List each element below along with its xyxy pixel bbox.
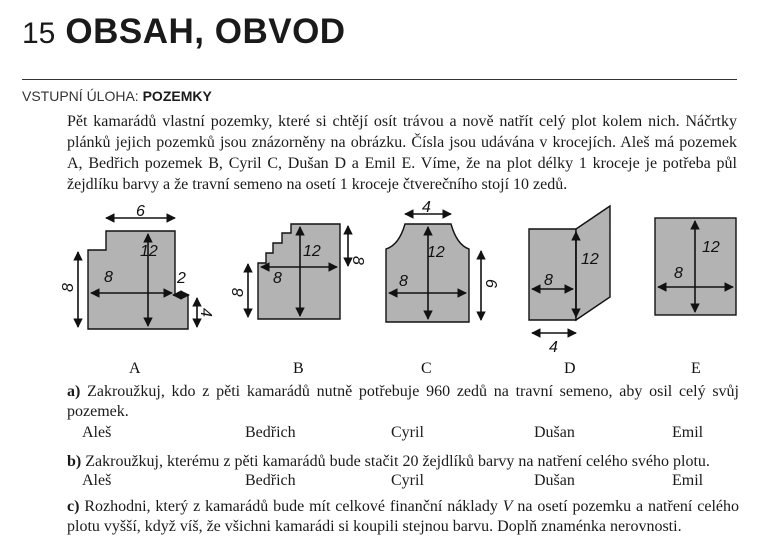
plot-c-label: C xyxy=(421,360,432,377)
task-heading xyxy=(22,88,212,104)
question-c-text-before: Rozhodni, který z kamarádů bude mít celkové finanční náklady xyxy=(84,498,498,515)
plot-a-step-label: 2 xyxy=(177,270,186,287)
plot-d-bottom-label: 4 xyxy=(549,339,558,356)
plot-b-right-label: 8 xyxy=(349,256,366,265)
plot-d-width-label: 8 xyxy=(544,272,553,289)
plot-a-notch-label: 4 xyxy=(197,308,214,317)
plot-d-label: D xyxy=(564,360,576,377)
question-b xyxy=(67,452,739,472)
option-cyril[interactable]: Cyril xyxy=(391,424,424,441)
question-a xyxy=(67,382,739,422)
plot-d xyxy=(529,206,610,377)
chapter-number: 15 xyxy=(22,17,56,50)
task-label: VSTUPNÍ ÚLOHA: xyxy=(22,88,139,104)
option-bedrich[interactable]: Bedřich xyxy=(245,424,296,441)
plot-e-width-label: 8 xyxy=(674,265,683,282)
plot-b xyxy=(230,224,366,377)
question-c-letter: c) xyxy=(67,498,80,515)
plot-c-width-label: 8 xyxy=(399,273,408,290)
chapter-title: OBSAH, OBVOD xyxy=(65,12,346,51)
question-a-letter: a) xyxy=(67,383,81,400)
question-c xyxy=(67,497,739,537)
plot-e-label: E xyxy=(691,360,701,377)
plot-e-height-label: 12 xyxy=(702,239,720,256)
plot-b-width-label: 8 xyxy=(273,270,282,287)
option-cyril[interactable]: Cyril xyxy=(391,472,424,489)
plot-b-label: B xyxy=(293,360,304,377)
plot-a-left-label: 8 xyxy=(60,283,77,292)
plot-c-height-label: 12 xyxy=(427,244,445,261)
plot-e xyxy=(655,218,736,377)
plot-a-width-label: 6 xyxy=(136,203,145,220)
option-ales[interactable]: Aleš xyxy=(82,472,112,489)
question-a-options xyxy=(82,424,722,444)
option-dusan[interactable]: Dušan xyxy=(534,424,575,441)
header-rule xyxy=(22,79,737,80)
option-emil[interactable]: Emil xyxy=(672,424,704,441)
task-name: POZEMKY xyxy=(142,88,212,104)
option-bedrich[interactable]: Bedřich xyxy=(245,472,296,489)
question-b-options xyxy=(82,472,722,492)
task-intro: Pět kamarádů vlastní pozemky, které si chtějí osít trávou a nově natřít celý plot kolem nich. Náčrtky plánků jejich pozemků jsou znázorněny na obrázku. Čísla jsou udávána v krocejích. Aleš má pozemek A, Bedřich pozemek B, Cyril C, Dušan D a Emil E. Víme, že na plot délky 1 kroceje je potřeba půl žejdlíku barvy a že travní semeno na osetí 1 kroceje čtverečního stojí 10 zedů. xyxy=(67,113,737,193)
option-dusan[interactable]: Dušan xyxy=(534,472,575,489)
plot-c-top-label: 4 xyxy=(422,199,431,216)
plot-b-left-label: 8 xyxy=(230,288,247,297)
question-b-letter: b) xyxy=(67,453,82,470)
plots-figure xyxy=(0,196,761,378)
plot-c xyxy=(386,199,499,377)
chapter-heading xyxy=(22,12,346,52)
question-c-text-after: na osetí pozemku a natření celého plotu vyšší, když víš, že všichni kamarádi si koupili stejnou barvu. Doplň znaménka nerovnosti. xyxy=(67,498,739,535)
plot-d-height-label: 12 xyxy=(581,251,599,268)
plot-a-inner-width-label: 8 xyxy=(104,269,113,286)
option-emil[interactable]: Emil xyxy=(672,472,704,489)
plot-b-height-label: 12 xyxy=(303,243,321,260)
plot-a xyxy=(60,203,214,377)
question-a-text: Zakroužkuj, kdo z pěti kamarádů nutně potřebuje 960 zedů na travní semeno, aby osil celý svůj pozemek. xyxy=(67,383,739,420)
option-ales[interactable]: Aleš xyxy=(82,424,112,441)
question-b-text: Zakroužkuj, kterému z pěti kamarádů bude stačit 20 žejdlíků barvy na natření celého svého plotu. xyxy=(85,453,710,470)
plot-a-height-label: 12 xyxy=(140,243,158,260)
plot-a-label: A xyxy=(129,360,141,377)
question-c-variable: V xyxy=(502,498,513,515)
plot-c-right-label: 6 xyxy=(482,279,499,288)
